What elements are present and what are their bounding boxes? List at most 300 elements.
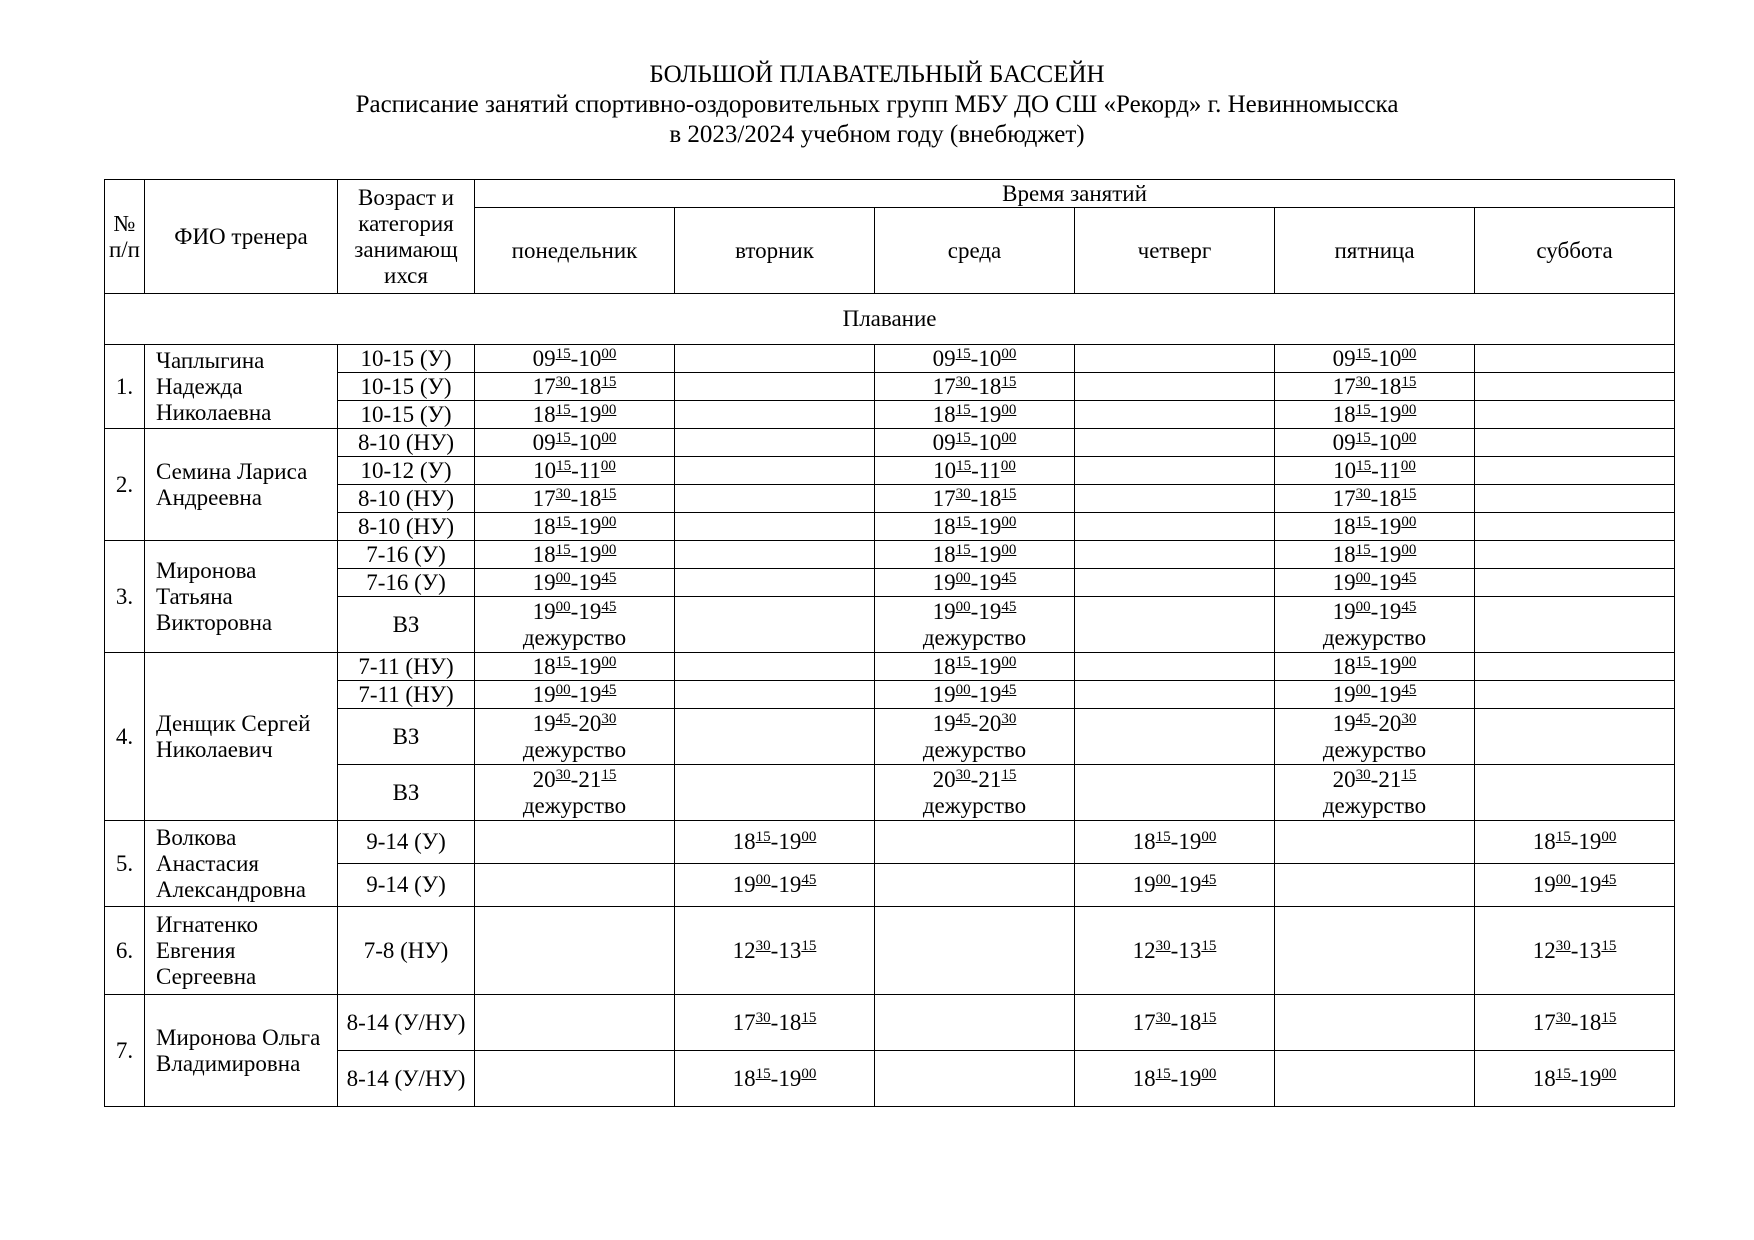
start-minute: 45 (1355, 710, 1371, 727)
end-hour: 18 (578, 485, 602, 511)
title-line-1: БОЛЬШОЙ ПЛАВАТЕЛЬНЫЙ БАССЕЙН (649, 61, 1105, 88)
end-hour: 19 (1378, 541, 1402, 567)
start-hour: 18 (1132, 829, 1156, 854)
time-slot: $17^{30}-18^{15}$ (1332, 373, 1417, 399)
end-hour: 20 (978, 710, 1002, 736)
start-hour: 19 (932, 681, 956, 707)
time-slot-cell (1275, 401, 1475, 429)
start-hour: 19 (532, 710, 556, 736)
end-hour: 19 (978, 513, 1002, 539)
start-minute: 15 (555, 345, 571, 362)
end-hour: 19 (1378, 401, 1402, 427)
start-hour: 20 (1332, 766, 1356, 792)
end-hour: 20 (578, 710, 602, 736)
age-category: 7-8 (НУ) (338, 907, 475, 995)
time-slot: $09^{15}-10^{00}$ (1332, 429, 1417, 455)
coach-number: 2. (105, 429, 145, 541)
time-slot-cell (675, 345, 875, 373)
age-category: 10-15 (У) (338, 373, 475, 401)
start-hour: 18 (1132, 1065, 1156, 1091)
time-slot-cell (1475, 681, 1675, 709)
start-hour: 19 (532, 598, 556, 624)
start-minute: 00 (1555, 872, 1571, 888)
time-slot: $18^{15}-19^{00}$ (932, 513, 1017, 539)
coach-name: Миронова Ольга Владимировна (145, 995, 338, 1107)
start-minute: 15 (955, 401, 971, 418)
start-minute: 15 (956, 457, 972, 474)
start-hour: 17 (1332, 373, 1356, 399)
start-minute: 15 (555, 541, 571, 558)
time-slot: $18^{15}-19^{00}$ (1332, 541, 1417, 567)
time-slot-cell (875, 995, 1075, 1051)
end-minute: 15 (1201, 937, 1217, 954)
time-slot: $19^{00}-19^{45}$ (1332, 598, 1417, 624)
end-minute: 00 (1401, 345, 1417, 362)
start-minute: 15 (555, 653, 571, 670)
end-minute: 45 (1001, 598, 1017, 615)
start-minute: 00 (1355, 598, 1371, 615)
time-slot-cell (1075, 569, 1275, 597)
end-hour: 19 (778, 829, 802, 854)
end-hour: 19 (1378, 569, 1402, 595)
start-hour: 17 (532, 373, 556, 399)
end-hour: 18 (1178, 1009, 1202, 1035)
end-hour: 19 (1378, 513, 1402, 539)
time-slot: $19^{00}-19^{45}$ (932, 681, 1017, 707)
end-minute: 00 (1401, 541, 1417, 558)
start-hour: 10 (1333, 457, 1357, 483)
end-hour: 10 (978, 429, 1002, 455)
time-slot: $19^{45}-20^{30}$ (932, 710, 1017, 736)
end-hour: 18 (978, 373, 1002, 399)
start-hour: 18 (1532, 829, 1556, 854)
time-slot-cell (875, 457, 1075, 485)
end-minute: 00 (1001, 345, 1017, 362)
start-minute: 30 (1355, 373, 1371, 390)
time-slot-cell (875, 541, 1075, 569)
end-minute: 15 (1201, 1009, 1217, 1026)
end-minute: 45 (1401, 569, 1417, 586)
end-minute: 00 (1601, 829, 1617, 845)
time-slot-cell (1475, 765, 1675, 821)
time-slot-cell (1275, 995, 1475, 1051)
end-hour: 19 (978, 598, 1002, 624)
start-hour: 19 (1332, 598, 1356, 624)
end-minute: 45 (1201, 872, 1217, 888)
time-slot: $18^{15}-19^{00}$ (532, 653, 617, 679)
start-hour: 18 (932, 541, 956, 567)
start-hour: 19 (932, 710, 956, 736)
duty-label: дежурство (522, 792, 627, 818)
time-slot: $19^{00}-19^{45}$ (932, 598, 1017, 624)
end-minute: 00 (1201, 829, 1217, 845)
end-hour: 21 (1378, 766, 1402, 792)
header-day-tuesday: вторник (675, 208, 875, 294)
document-header (0, 60, 1754, 150)
start-minute: 30 (1355, 485, 1371, 502)
time-slot-cell (475, 373, 675, 401)
start-minute: 30 (555, 485, 571, 502)
time-slot-cell (1275, 429, 1475, 457)
end-hour: 18 (1378, 373, 1402, 399)
time-slot: $18^{15}-19^{00}$ (1532, 829, 1617, 854)
schedule-row (105, 907, 1675, 995)
schedule-row (105, 995, 1675, 1051)
end-minute: 45 (601, 598, 617, 615)
time-slot: $17^{30}-18^{15}$ (532, 485, 617, 511)
duty-label: дежурство (922, 792, 1027, 818)
end-minute: 45 (601, 569, 617, 586)
time-slot-cell (1075, 864, 1275, 907)
duty-label: дежурство (1322, 624, 1427, 650)
end-minute: 00 (1000, 457, 1016, 474)
end-minute: 30 (1401, 710, 1417, 727)
start-hour: 20 (932, 766, 956, 792)
start-hour: 17 (532, 485, 556, 511)
end-minute: 00 (1201, 1065, 1217, 1082)
end-hour: 13 (778, 937, 802, 963)
coach-name: Семина Лариса Андреевна (145, 429, 338, 541)
time-slot-cell (1075, 1051, 1275, 1107)
time-slot-cell (875, 373, 1075, 401)
end-hour: 19 (778, 1065, 802, 1091)
schedule-row (105, 821, 1675, 864)
start-hour: 18 (932, 513, 956, 539)
end-hour: 20 (1378, 710, 1402, 736)
start-hour: 09 (1332, 429, 1356, 455)
end-hour: 19 (1378, 653, 1402, 679)
time-slot-cell (675, 429, 875, 457)
start-hour: 17 (1532, 1009, 1556, 1035)
end-minute: 45 (1601, 872, 1617, 888)
duty-label: дежурство (1322, 736, 1427, 762)
end-hour: 11 (578, 457, 601, 483)
end-hour: 19 (978, 569, 1002, 595)
end-hour: 13 (1178, 937, 1202, 963)
time-slot-cell (875, 1051, 1075, 1107)
end-hour: 19 (1178, 1065, 1202, 1091)
time-slot: $17^{30}-18^{15}$ (932, 373, 1017, 399)
time-slot: $19^{00}-19^{45}$ (532, 598, 617, 624)
time-slot-cell (875, 513, 1075, 541)
schedule-row (105, 765, 1675, 821)
start-hour: 17 (1332, 485, 1356, 511)
time-slot-cell (1275, 541, 1475, 569)
end-minute: 30 (601, 710, 617, 727)
end-hour: 19 (578, 598, 602, 624)
end-minute: 45 (1001, 569, 1017, 586)
start-minute: 30 (555, 373, 571, 390)
end-minute: 30 (1001, 710, 1017, 727)
start-minute: 00 (555, 681, 571, 698)
time-slot: $18^{15}-19^{00}$ (1332, 513, 1417, 539)
start-minute: 00 (955, 681, 971, 698)
time-slot-cell (1075, 541, 1275, 569)
schedule-row (105, 709, 1675, 765)
time-slot-cell (1075, 907, 1275, 995)
start-hour: 19 (1532, 872, 1556, 897)
start-minute: 30 (955, 373, 971, 390)
end-minute: 15 (1601, 1009, 1617, 1026)
schedule-row (105, 429, 1675, 457)
start-minute: 15 (555, 401, 571, 418)
start-hour: 18 (932, 401, 956, 427)
time-slot-cell (1075, 653, 1275, 681)
time-slot: $17^{30}-18^{15}$ (1332, 485, 1417, 511)
end-hour: 18 (778, 1009, 802, 1035)
time-slot-cell (675, 485, 875, 513)
coach-number: 5. (105, 821, 145, 907)
start-hour: 18 (532, 401, 556, 427)
start-minute: 30 (755, 1009, 771, 1026)
end-hour: 11 (978, 457, 1001, 483)
start-hour: 18 (1332, 653, 1356, 679)
time-slot-cell (1075, 373, 1275, 401)
section-row (105, 294, 1675, 345)
time-slot: $10^{15}-11^{00}$ (933, 457, 1016, 483)
end-hour: 19 (978, 401, 1002, 427)
time-slot-cell (475, 401, 675, 429)
end-hour: 18 (1378, 485, 1402, 511)
header-day-saturday: суббота (1475, 208, 1675, 294)
section-title: Плавание (105, 294, 1675, 345)
end-hour: 19 (1178, 829, 1202, 854)
time-slot-cell (675, 401, 875, 429)
end-minute: 00 (601, 513, 617, 530)
start-minute: 15 (1355, 429, 1371, 446)
end-minute: 15 (1401, 373, 1417, 390)
time-slot-cell (875, 401, 1075, 429)
time-slot-cell (1275, 765, 1475, 821)
header-num: № п/п (105, 180, 145, 294)
start-hour: 18 (1332, 401, 1356, 427)
time-slot: $18^{15}-19^{00}$ (732, 829, 817, 854)
time-slot: $19^{00}-19^{45}$ (732, 872, 817, 897)
end-hour: 19 (578, 681, 602, 707)
time-slot-cell (875, 821, 1075, 864)
start-minute: 30 (955, 766, 971, 783)
title-line-2: Расписание занятий спортивно-оздоровительных групп МБУ ДО СШ «Рекорд» г. Невинномысска (355, 91, 1399, 118)
start-minute: 15 (755, 829, 771, 845)
time-slot-cell (475, 864, 675, 907)
time-slot-cell (475, 597, 675, 653)
start-minute: 30 (1555, 1009, 1571, 1026)
start-minute: 00 (755, 872, 771, 888)
time-slot: $19^{00}-19^{45}$ (1132, 872, 1217, 897)
time-slot: $12^{30}-13^{15}$ (732, 937, 817, 963)
time-slot-cell (1475, 401, 1675, 429)
time-slot-cell (675, 541, 875, 569)
end-minute: 45 (1401, 598, 1417, 615)
age-category: 7-16 (У) (338, 569, 475, 597)
end-hour: 19 (578, 653, 602, 679)
start-hour: 18 (932, 653, 956, 679)
time-slot: $18^{15}-19^{00}$ (932, 541, 1017, 567)
start-hour: 18 (532, 653, 556, 679)
time-slot-cell (875, 569, 1075, 597)
age-category: 7-11 (НУ) (338, 681, 475, 709)
time-slot-cell (1075, 401, 1275, 429)
end-minute: 00 (601, 541, 617, 558)
coach-name: Волкова Анастасия Александровна (145, 821, 338, 907)
time-slot: $18^{15}-19^{00}$ (1132, 829, 1217, 854)
start-hour: 12 (1532, 937, 1556, 963)
coach-name: Миронова Татьяна Викторовна (145, 541, 338, 653)
end-hour: 10 (1378, 345, 1402, 371)
header-day-monday: понедельник (475, 208, 675, 294)
time-slot-cell (1075, 485, 1275, 513)
start-hour: 17 (932, 373, 956, 399)
end-minute: 00 (1400, 457, 1416, 474)
end-hour: 10 (578, 345, 602, 371)
start-hour: 19 (1332, 681, 1356, 707)
start-hour: 18 (732, 1065, 756, 1091)
schedule-row (105, 653, 1675, 681)
time-slot-cell (675, 821, 875, 864)
time-slot: $09^{15}-10^{00}$ (532, 345, 617, 371)
end-minute: 45 (1401, 681, 1417, 698)
start-minute: 00 (1355, 681, 1371, 698)
start-minute: 00 (1155, 872, 1171, 888)
time-slot-cell (1275, 653, 1475, 681)
start-minute: 15 (1355, 541, 1371, 558)
age-category: 10-15 (У) (338, 401, 475, 429)
end-hour: 11 (1378, 457, 1401, 483)
age-category: ВЗ (338, 597, 475, 653)
time-slot: $09^{15}-10^{00}$ (932, 345, 1017, 371)
time-slot-cell (475, 429, 675, 457)
time-slot-cell (1075, 709, 1275, 765)
age-category: 8-14 (У/НУ) (338, 1051, 475, 1107)
time-slot-cell (475, 1051, 675, 1107)
schedule-row (105, 569, 1675, 597)
time-slot-cell (1475, 429, 1675, 457)
time-slot: $17^{30}-18^{15}$ (1132, 1009, 1217, 1035)
start-hour: 18 (732, 829, 756, 854)
age-category: 10-12 (У) (338, 457, 475, 485)
end-hour: 10 (578, 429, 602, 455)
start-hour: 19 (1332, 710, 1356, 736)
time-slot-cell (875, 429, 1075, 457)
time-slot-cell (1475, 373, 1675, 401)
time-slot-cell (475, 513, 675, 541)
start-hour: 20 (532, 766, 556, 792)
start-hour: 09 (532, 345, 556, 371)
time-slot-cell (675, 709, 875, 765)
time-slot-cell (1475, 995, 1675, 1051)
time-slot-cell (475, 765, 675, 821)
time-slot-cell (875, 681, 1075, 709)
time-slot-cell (1475, 485, 1675, 513)
time-slot: $10^{15}-11^{00}$ (1333, 457, 1416, 483)
schedule-row (105, 1051, 1675, 1107)
duty-label: дежурство (1322, 792, 1427, 818)
time-slot-cell (1075, 429, 1275, 457)
start-minute: 15 (1355, 345, 1371, 362)
start-minute: 00 (955, 569, 971, 586)
start-hour: 18 (532, 541, 556, 567)
time-slot-cell (1075, 597, 1275, 653)
time-slot: $18^{15}-19^{00}$ (732, 1065, 817, 1091)
time-slot: $17^{30}-18^{15}$ (932, 485, 1017, 511)
header-day-thursday: четверг (1075, 208, 1275, 294)
time-slot: $20^{30}-21^{15}$ (1332, 766, 1417, 792)
time-slot: $20^{30}-21^{15}$ (932, 766, 1017, 792)
end-minute: 00 (601, 401, 617, 418)
schedule-row (105, 513, 1675, 541)
end-minute: 15 (801, 1009, 817, 1026)
start-minute: 15 (755, 1065, 771, 1082)
time-slot-cell (1275, 513, 1475, 541)
time-slot-cell (1275, 457, 1475, 485)
end-minute: 15 (601, 766, 617, 783)
time-slot-cell (1275, 681, 1475, 709)
age-category: 8-14 (У/НУ) (338, 995, 475, 1051)
time-slot-cell (475, 569, 675, 597)
age-category: 7-16 (У) (338, 541, 475, 569)
end-minute: 15 (1401, 766, 1417, 783)
start-hour: 10 (933, 457, 957, 483)
end-hour: 19 (578, 513, 602, 539)
time-slot-cell (675, 373, 875, 401)
start-minute: 30 (1355, 766, 1371, 783)
start-minute: 15 (1555, 829, 1571, 845)
end-hour: 10 (1378, 429, 1402, 455)
schedule-row (105, 485, 1675, 513)
start-hour: 19 (932, 598, 956, 624)
end-minute: 00 (801, 829, 817, 845)
start-hour: 19 (1132, 872, 1156, 897)
age-category: ВЗ (338, 709, 475, 765)
end-minute: 45 (1001, 681, 1017, 698)
coach-name: Чаплыгина Надежда Николаевна (145, 345, 338, 429)
start-hour: 19 (732, 872, 756, 897)
start-minute: 15 (1355, 401, 1371, 418)
time-slot-cell (475, 653, 675, 681)
end-hour: 19 (1178, 872, 1202, 897)
time-slot-cell (475, 709, 675, 765)
start-minute: 00 (555, 569, 571, 586)
end-hour: 19 (578, 401, 602, 427)
start-hour: 17 (732, 1009, 756, 1035)
time-slot-cell (1275, 569, 1475, 597)
start-hour: 09 (1332, 345, 1356, 371)
end-minute: 00 (1001, 513, 1017, 530)
time-slot-cell (1275, 597, 1475, 653)
time-slot-cell (1075, 345, 1275, 373)
start-hour: 19 (932, 569, 956, 595)
end-hour: 19 (1578, 1065, 1602, 1091)
time-slot-cell (1475, 1051, 1675, 1107)
time-slot: $18^{15}-19^{00}$ (932, 401, 1017, 427)
end-hour: 19 (1378, 681, 1402, 707)
time-slot-cell (875, 597, 1075, 653)
time-slot-cell (675, 681, 875, 709)
start-hour: 09 (932, 345, 956, 371)
coach-number: 3. (105, 541, 145, 653)
time-slot-cell (1475, 345, 1675, 373)
time-slot-cell (1275, 864, 1475, 907)
coach-name: Игнатенко Евгения Сергеевна (145, 907, 338, 995)
age-category: 8-10 (НУ) (338, 485, 475, 513)
start-hour: 18 (1332, 513, 1356, 539)
time-slot-cell (675, 569, 875, 597)
duty-label: дежурство (922, 736, 1027, 762)
schedule-row (105, 864, 1675, 907)
time-slot-cell (1475, 653, 1675, 681)
time-slot-cell (1475, 597, 1675, 653)
start-minute: 15 (955, 345, 971, 362)
